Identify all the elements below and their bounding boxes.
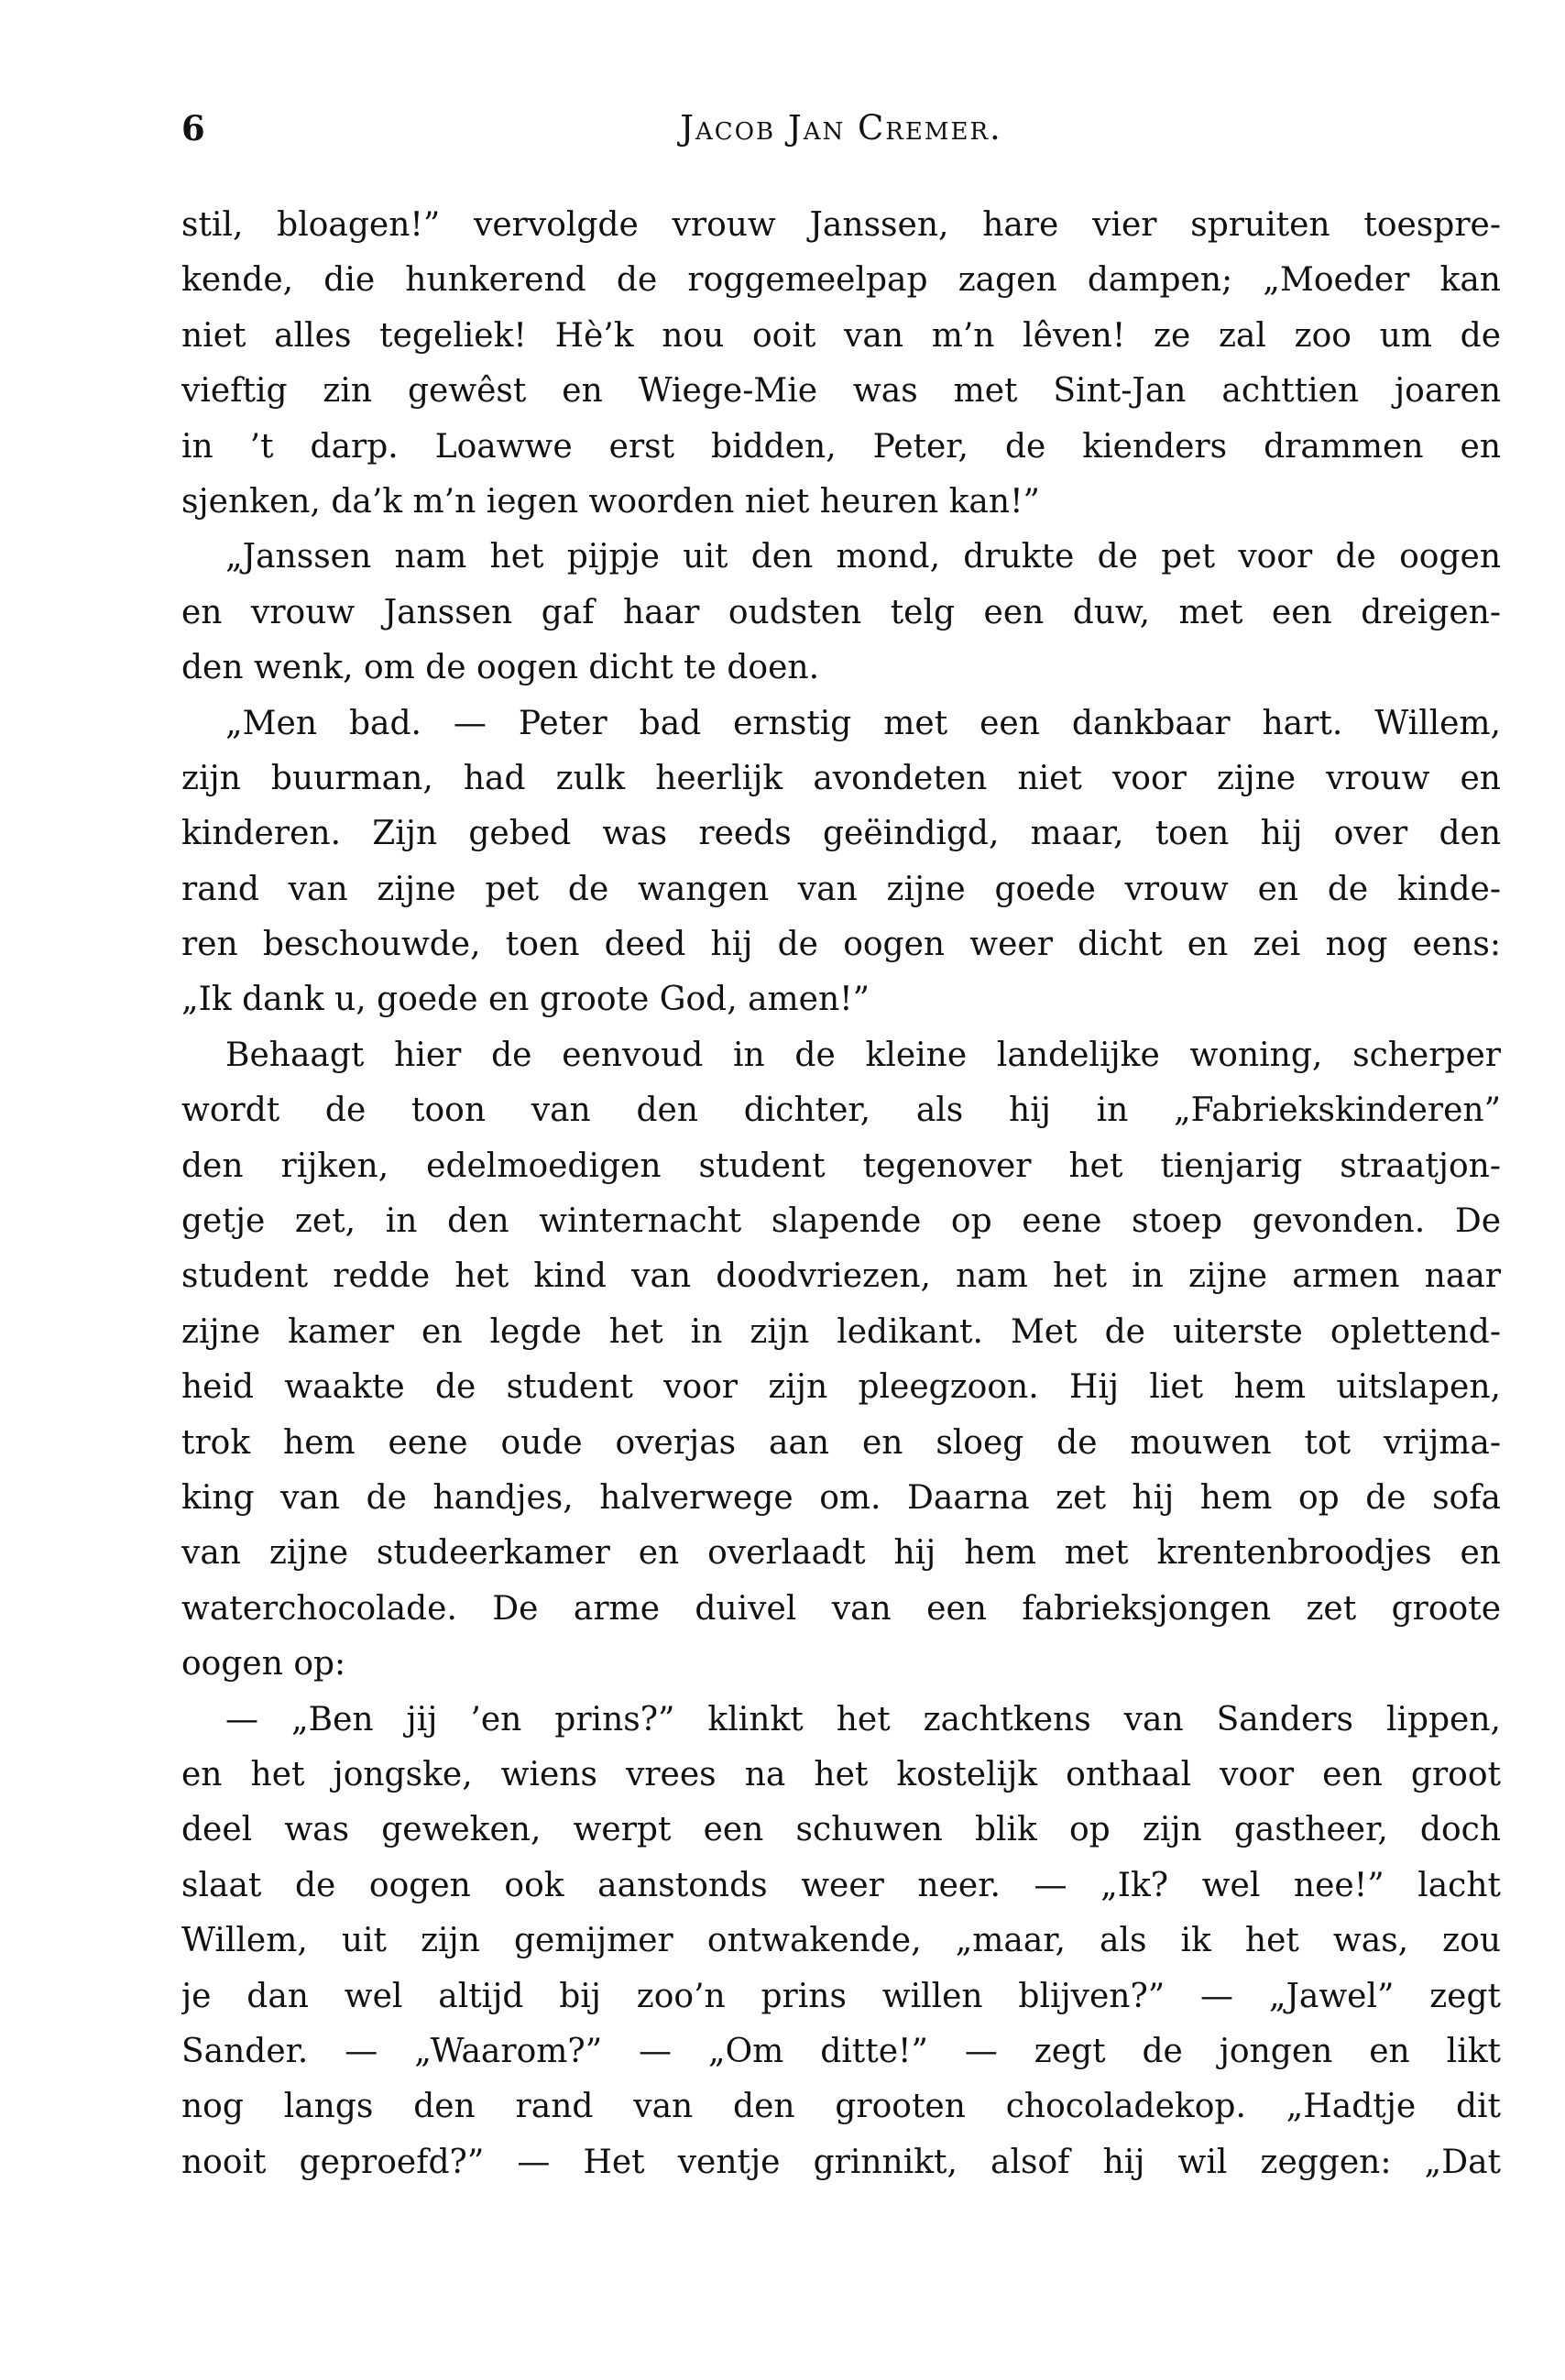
text-line: „Ik dank u, goede en groote God, amen!”: [181, 981, 870, 1019]
text-line: vieftig zin gewêst en Wiege-Mie was met Sint-Jan achttien joaren: [181, 372, 1501, 411]
text-line: — „Ben jij ’en prins?” klinkt het zachtkens van Sanders lippen,: [225, 1700, 1501, 1738]
text-line: wordt de toon van den dichter, als hij in „Fabriekskinderen”: [181, 1091, 1501, 1130]
text-line: kinderen. Zijn gebed was reeds geëindigd, maar, toen hij over den: [181, 815, 1501, 853]
text-line: heid waakte de student voor zijn pleegzoon. Hij liet hem uitslapen,: [181, 1368, 1501, 1407]
text-line: den rijken, edelmoedigen student tegenover het tienjarig straatjon-: [181, 1146, 1501, 1185]
text-line: en vrouw Janssen gaf haar oudsten telg een duw, met een dreigen-: [181, 593, 1501, 631]
text-line: „Janssen nam het pijpje uit den mond, drukte de pet voor de oogen: [225, 538, 1501, 576]
body-text: [181, 198, 1501, 2190]
text-line: nog langs den rand van den grooten chocoladekop. „Hadtje dit: [181, 2088, 1501, 2126]
text-line: je dan wel altijd bij zoo’n prins willen blijven?” — „Jawel” zegt: [181, 1977, 1501, 2015]
text-line: en het jongske, wiens vrees na het kostelijk onthaal voor een groot: [181, 1755, 1501, 1793]
text-line: nooit geproefd?” — Het ventje grinnikt, alsof hij wil zeggen: „Dat: [181, 2143, 1501, 2181]
text-line: king van de handjes, halverwege om. Daarna zet hij hem op de sofa: [181, 1478, 1501, 1517]
text-line: student redde het kind van doodvriezen, nam het in zijne armen naar: [181, 1257, 1501, 1296]
text-line: „Men bad. — Peter bad ernstig met een dankbaar hart. Willem,: [225, 704, 1501, 742]
text-line: Sander. — „Waarom?” — „Om ditte!” — zegt de jongen en likt: [181, 2032, 1501, 2070]
text-line: rand van zijne pet de wangen van zijne goede vrouw en de kinde-: [181, 870, 1501, 908]
text-line: Willem, uit zijn gemijmer ontwakende, „maar, als ik het was, zou: [181, 1922, 1501, 1960]
text-line: in ’t darp. Loawwe erst bidden, Peter, de kienders drammen en: [181, 427, 1501, 466]
text-line: deel was geweken, werpt een schuwen blik op zijn gastheer, doch: [181, 1811, 1501, 1849]
text-line: getje zet, in den winternacht slapende op eene stoep gevonden. De: [181, 1202, 1501, 1241]
text-line: sjenken, da’k m’n iegen woorden niet heuren kan!”: [181, 482, 1040, 521]
text-line: niet alles tegeliek! Hè’k nou ooit van m’n lêven! ze zal zoo um de: [181, 316, 1501, 355]
text-line: ren beschouwde, toen deed hij de oogen weer dicht en zei nog eens:: [181, 926, 1501, 964]
text-line: stil, bloagen!” vervolgde vrouw Janssen, hare vier spruiten toespre-: [181, 206, 1501, 244]
text-line: waterchocolade. De arme duivel van een fabrieksjongen zet groote: [181, 1589, 1501, 1628]
text-line: kende, die hunkerend de roggemeelpap zagen dampen; „Moeder kan: [181, 261, 1501, 300]
text-line: zijne kamer en legde het in zijn ledikant. Met de uiterste oplettend-: [181, 1312, 1501, 1351]
text-line: zijn buurman, had zulk heerlijk avondeten niet voor zijne vrouw en: [181, 759, 1501, 797]
text-line: slaat de oogen ook aanstonds weer neer. — „Ik? wel nee!” lacht: [181, 1866, 1501, 1904]
page-number: 6: [181, 108, 205, 148]
text-line: trok hem eene oude overjas aan en sloeg de mouwen tot vrijma-: [181, 1423, 1501, 1462]
text-line: van zijne studeerkamer en overlaadt hij hem met krentenbroodjes en: [181, 1534, 1501, 1573]
text-line: den wenk, om de oogen dicht te doen.: [181, 649, 820, 687]
running-title: Jacob Jan Cremer.: [680, 108, 1002, 148]
text-line: oogen op:: [181, 1645, 346, 1684]
text-line: Behaagt hier de eenvoud in de kleine landelijke woning, scherper: [225, 1036, 1501, 1074]
running-head: [181, 101, 1501, 156]
